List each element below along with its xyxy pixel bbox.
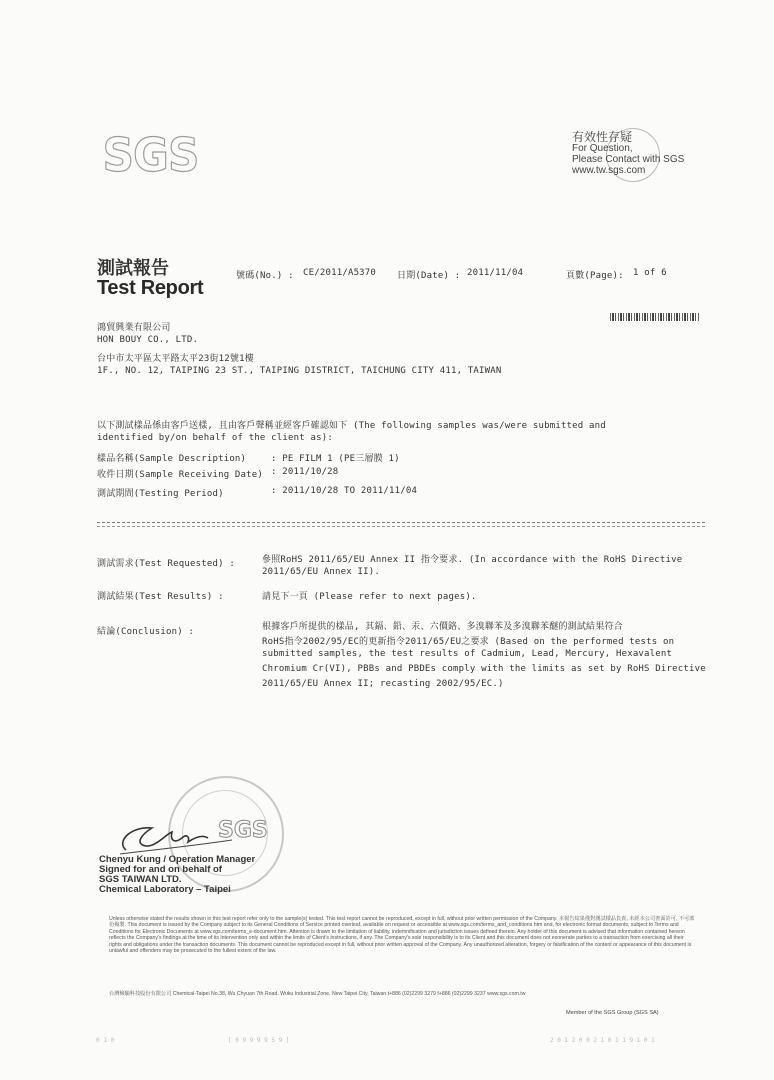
test-requested-line-1: 參照RoHS 2011/65/EU Annex II 指令要求. (In accordance with the RoHS Directive [262, 555, 683, 565]
barcode [610, 313, 700, 321]
report-title-cn: 測試報告 [97, 258, 169, 279]
legal-disclaimer: Unless otherwise stated the results shown in this test report refer only to the sample(s) tested. This test report cannot be reproduced, except in full, without prior written permission of the Company. 本報告結果僅對測試樣品負責, 未經本公司書面許可, 不可部份複製. This document is issued by the Company subject to its General Conditions of Service printed overleaf, available on request or accessible at www.sgs.com/terms_and_conditions.htm and, for electronic format documents, subject to Terms and Conditions for Electronic Documents at www.sgs.com/terms_e-document.htm. Attention is drawn to the limitation of liability, indemnification and jurisdiction issues defined therein. Any holder of this document is advised that information contained hereon reflects the Company's findings at the time of its intervention only and within the limits of Client's instructions, if any. The Company's sole responsibility is to its Client and this document does not exonerate parties to a transaction from exercising all their rights and obligations under the transaction documents. This document cannot be reproduced except in full, without prior written approval of the Company. Any unauthorized alteration, forgery or falsification of the content or appearance of this document is unlawful and offenders may be prosecuted to the fullest extent of the law. [109, 916, 695, 955]
report-title-en: Test Report [97, 277, 204, 299]
test-results-value: 請見下一頁 (Please refer to next pages). [262, 592, 477, 602]
page-label: 頁數(Page): [566, 271, 624, 281]
conclusion-label: 結論(Conclusion) : [97, 627, 195, 637]
conclusion-line-3: submitted samples, the test results of Cadmium, Lead, Mercury, Hexavalent [262, 649, 673, 659]
signatory-name: Chenyu Kung / Operation Manager [99, 854, 256, 865]
report-number-label: 號碼(No.) : [236, 271, 294, 281]
client-name-cn: 鴻貿興業有限公司 [97, 323, 171, 333]
scan-mark-left: 0 1 0 [96, 1037, 115, 1044]
test-requested-line-2: 2011/65/EU Annex II). [262, 567, 380, 577]
seal-logo: SGS [218, 818, 268, 843]
receiving-date-value: : 2011/10/28 [271, 467, 339, 477]
receiving-date-label: 收件日期(Sample Receiving Date) [97, 470, 264, 480]
member-note: Member of the SGS Group (SGS SA) [566, 1010, 659, 1016]
signatory-line-4: Chemical Laboratory – Taipei [99, 884, 231, 895]
page-number: 1 of 6 [633, 268, 667, 278]
intro-line-1: 以下測試樣品係由客戶送樣, 且由客戶聲稱並經客戶確認如下 (The following samples was/were submitted and [97, 421, 606, 431]
contact-line-1: For Question, [572, 143, 633, 154]
client-name-en: HON BOUY CO., LTD. [97, 335, 199, 345]
report-number: CE/2011/A5370 [303, 268, 377, 278]
scan-mark-center: [ 0 9 9 9 9 5 9 ] [228, 1037, 290, 1044]
divider [97, 526, 705, 527]
intro-line-2: identified by/on behalf of the client as): [97, 433, 333, 443]
scan-mark-right: 2 0 1 2 0 0 2 1 0 1 1 9 1 0 1 [550, 1037, 655, 1044]
validity-note: 有效性存疑 [572, 130, 633, 144]
contact-block [572, 132, 684, 176]
divider [97, 522, 705, 523]
sgs-logo: SGS [102, 128, 199, 182]
company-address-footer: 台灣檢驗科技股份有限公司 Chemical-Taipei No.38, Wu Chyuan 7th Road, Wuku Industrial Zone, New Taipei City, Taiwan t+886 (02)2299 3279 f+886 (02)2299 3237 www.sgs.com.tw [109, 991, 526, 997]
testing-period-value: : 2011/10/28 TO 2011/11/04 [271, 486, 418, 496]
conclusion-line-4: Chromium Cr(VI), PBBs and PBDEs comply with the limits as set by RoHS Directive [262, 664, 706, 674]
client-address-cn: 台中市太平區太平路太平23街12號1樓 [97, 354, 254, 364]
conclusion-line-5: 2011/65/EU Annex II; recasting 2002/95/EC.) [262, 679, 504, 689]
report-date: 2011/11/04 [467, 268, 524, 278]
conclusion-line-1: 根據客戶所提供的樣品, 其鎘、鉛、汞、六價鉻、多溴聯苯及多溴聯苯醚的測試結果符合 [262, 622, 623, 632]
contact-line-2: Please Contact with SGS [572, 154, 685, 165]
test-results-label: 測試結果(Test Results) : [97, 592, 224, 602]
sample-description-label: 樣品名稱(Sample Description) [97, 454, 247, 464]
client-address-en: 1F., NO. 12, TAIPING 23 ST., TAIPING DISTRICT, TAICHUNG CITY 411, TAIWAN [97, 366, 502, 376]
handwritten-signature [112, 820, 242, 858]
signatory-line-3: SGS TAIWAN LTD. [99, 874, 182, 885]
signatory-line-2: Signed for and on behalf of [99, 864, 222, 875]
contact-line-3: www.tw.sgs.com [572, 165, 646, 176]
testing-period-label: 測試期間(Testing Period) [97, 489, 224, 499]
conclusion-line-2: RoHS指令2002/95/EC的更新指令2011/65/EU之要求 (Based on the performed tests on [262, 637, 675, 647]
signature-block [99, 855, 255, 895]
test-requested-label: 測試需求(Test Requested) : [97, 559, 235, 569]
report-date-label: 日期(Date) : [397, 271, 461, 281]
sample-description-value: : PE FILM 1 (PE三層膜 1) [271, 454, 400, 464]
